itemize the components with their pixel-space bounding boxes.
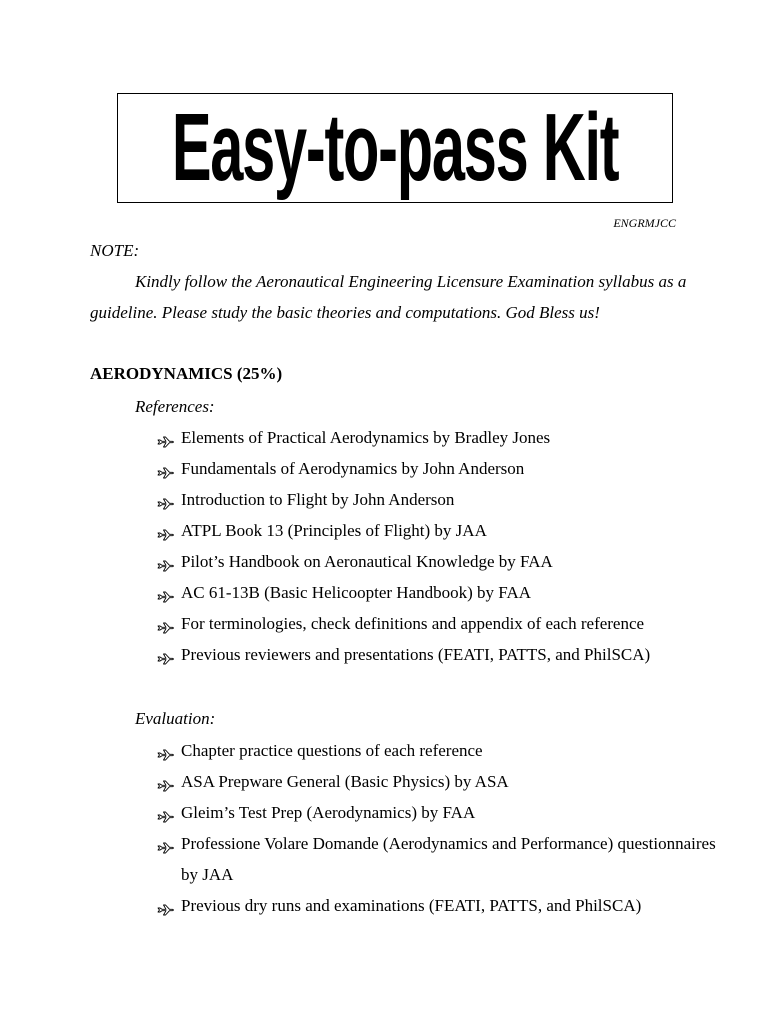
- reference-item-text: For terminologies, check definitions and appendix of each reference: [181, 614, 645, 633]
- airplane-outline-icon: [157, 584, 175, 600]
- reference-item-text: Previous reviewers and presentations (FEATI, PATTS, and PhilSCA): [181, 645, 651, 664]
- evaluation-item-text: ASA Prepware General (Basic Physics) by ASA: [181, 772, 509, 791]
- reference-item: [157, 453, 717, 484]
- reference-item: [157, 546, 717, 577]
- reference-item-text: AC 61-13B (Basic Helicoopter Handbook) by FAA: [181, 583, 532, 602]
- evaluation-item: [157, 890, 717, 921]
- title-box: [117, 93, 673, 203]
- airplane-outline-icon: [157, 835, 175, 851]
- evaluation-item: [157, 766, 717, 797]
- author-code: ENGRMJCC: [613, 216, 676, 230]
- reference-item-text: Elements of Practical Aerodynamics by Bradley Jones: [181, 428, 551, 447]
- reference-item-text: Pilot’s Handbook on Aeronautical Knowledge by FAA: [181, 552, 553, 571]
- airplane-outline-icon: [157, 460, 175, 476]
- references-list: [157, 422, 717, 670]
- airplane-outline-icon: [157, 615, 175, 631]
- section-heading: AERODYNAMICS (25%): [90, 364, 283, 383]
- airplane-outline-icon: [157, 491, 175, 507]
- airplane-outline-icon: [157, 429, 175, 445]
- airplane-outline-icon: [157, 773, 175, 789]
- evaluation-item: [157, 828, 717, 890]
- airplane-outline-icon: [157, 742, 175, 758]
- note-label: NOTE:: [90, 241, 140, 260]
- document-title: Easy-to-pass Kit: [171, 94, 619, 201]
- reference-item-text: ATPL Book 13 (Principles of Flight) by JAA: [181, 521, 487, 540]
- evaluation-list: [157, 735, 717, 921]
- note-body: Kindly follow the Aeronautical Engineering Licensure Examination syllabus as a guideline. Please study the basic theories and computations. God Bless us!: [90, 272, 687, 322]
- reference-item: [157, 515, 717, 546]
- evaluation-item-text: Chapter practice questions of each reference: [181, 741, 483, 760]
- evaluation-item: [157, 735, 717, 766]
- airplane-outline-icon: [157, 553, 175, 569]
- evaluation-item: [157, 797, 717, 828]
- reference-item: [157, 608, 717, 639]
- reference-item-text: Introduction to Flight by John Anderson: [181, 490, 455, 509]
- evaluation-item-text: Previous dry runs and examinations (FEATI, PATTS, and PhilSCA): [181, 896, 642, 915]
- evaluation-item-text: Gleim’s Test Prep (Aerodynamics) by FAA: [181, 803, 476, 822]
- reference-item-text: Fundamentals of Aerodynamics by John Anderson: [181, 459, 525, 478]
- airplane-outline-icon: [157, 522, 175, 538]
- evaluation-label: Evaluation:: [135, 709, 216, 728]
- reference-item: [157, 484, 717, 515]
- references-label: References:: [135, 397, 215, 416]
- reference-item: [157, 639, 717, 670]
- airplane-outline-icon: [157, 804, 175, 820]
- reference-item: [157, 422, 717, 453]
- reference-item: [157, 577, 717, 608]
- airplane-outline-icon: [157, 646, 175, 662]
- airplane-outline-icon: [157, 897, 175, 913]
- evaluation-item-text: Professione Volare Domande (Aerodynamics and Performance) questionnaires by JAA: [181, 834, 716, 884]
